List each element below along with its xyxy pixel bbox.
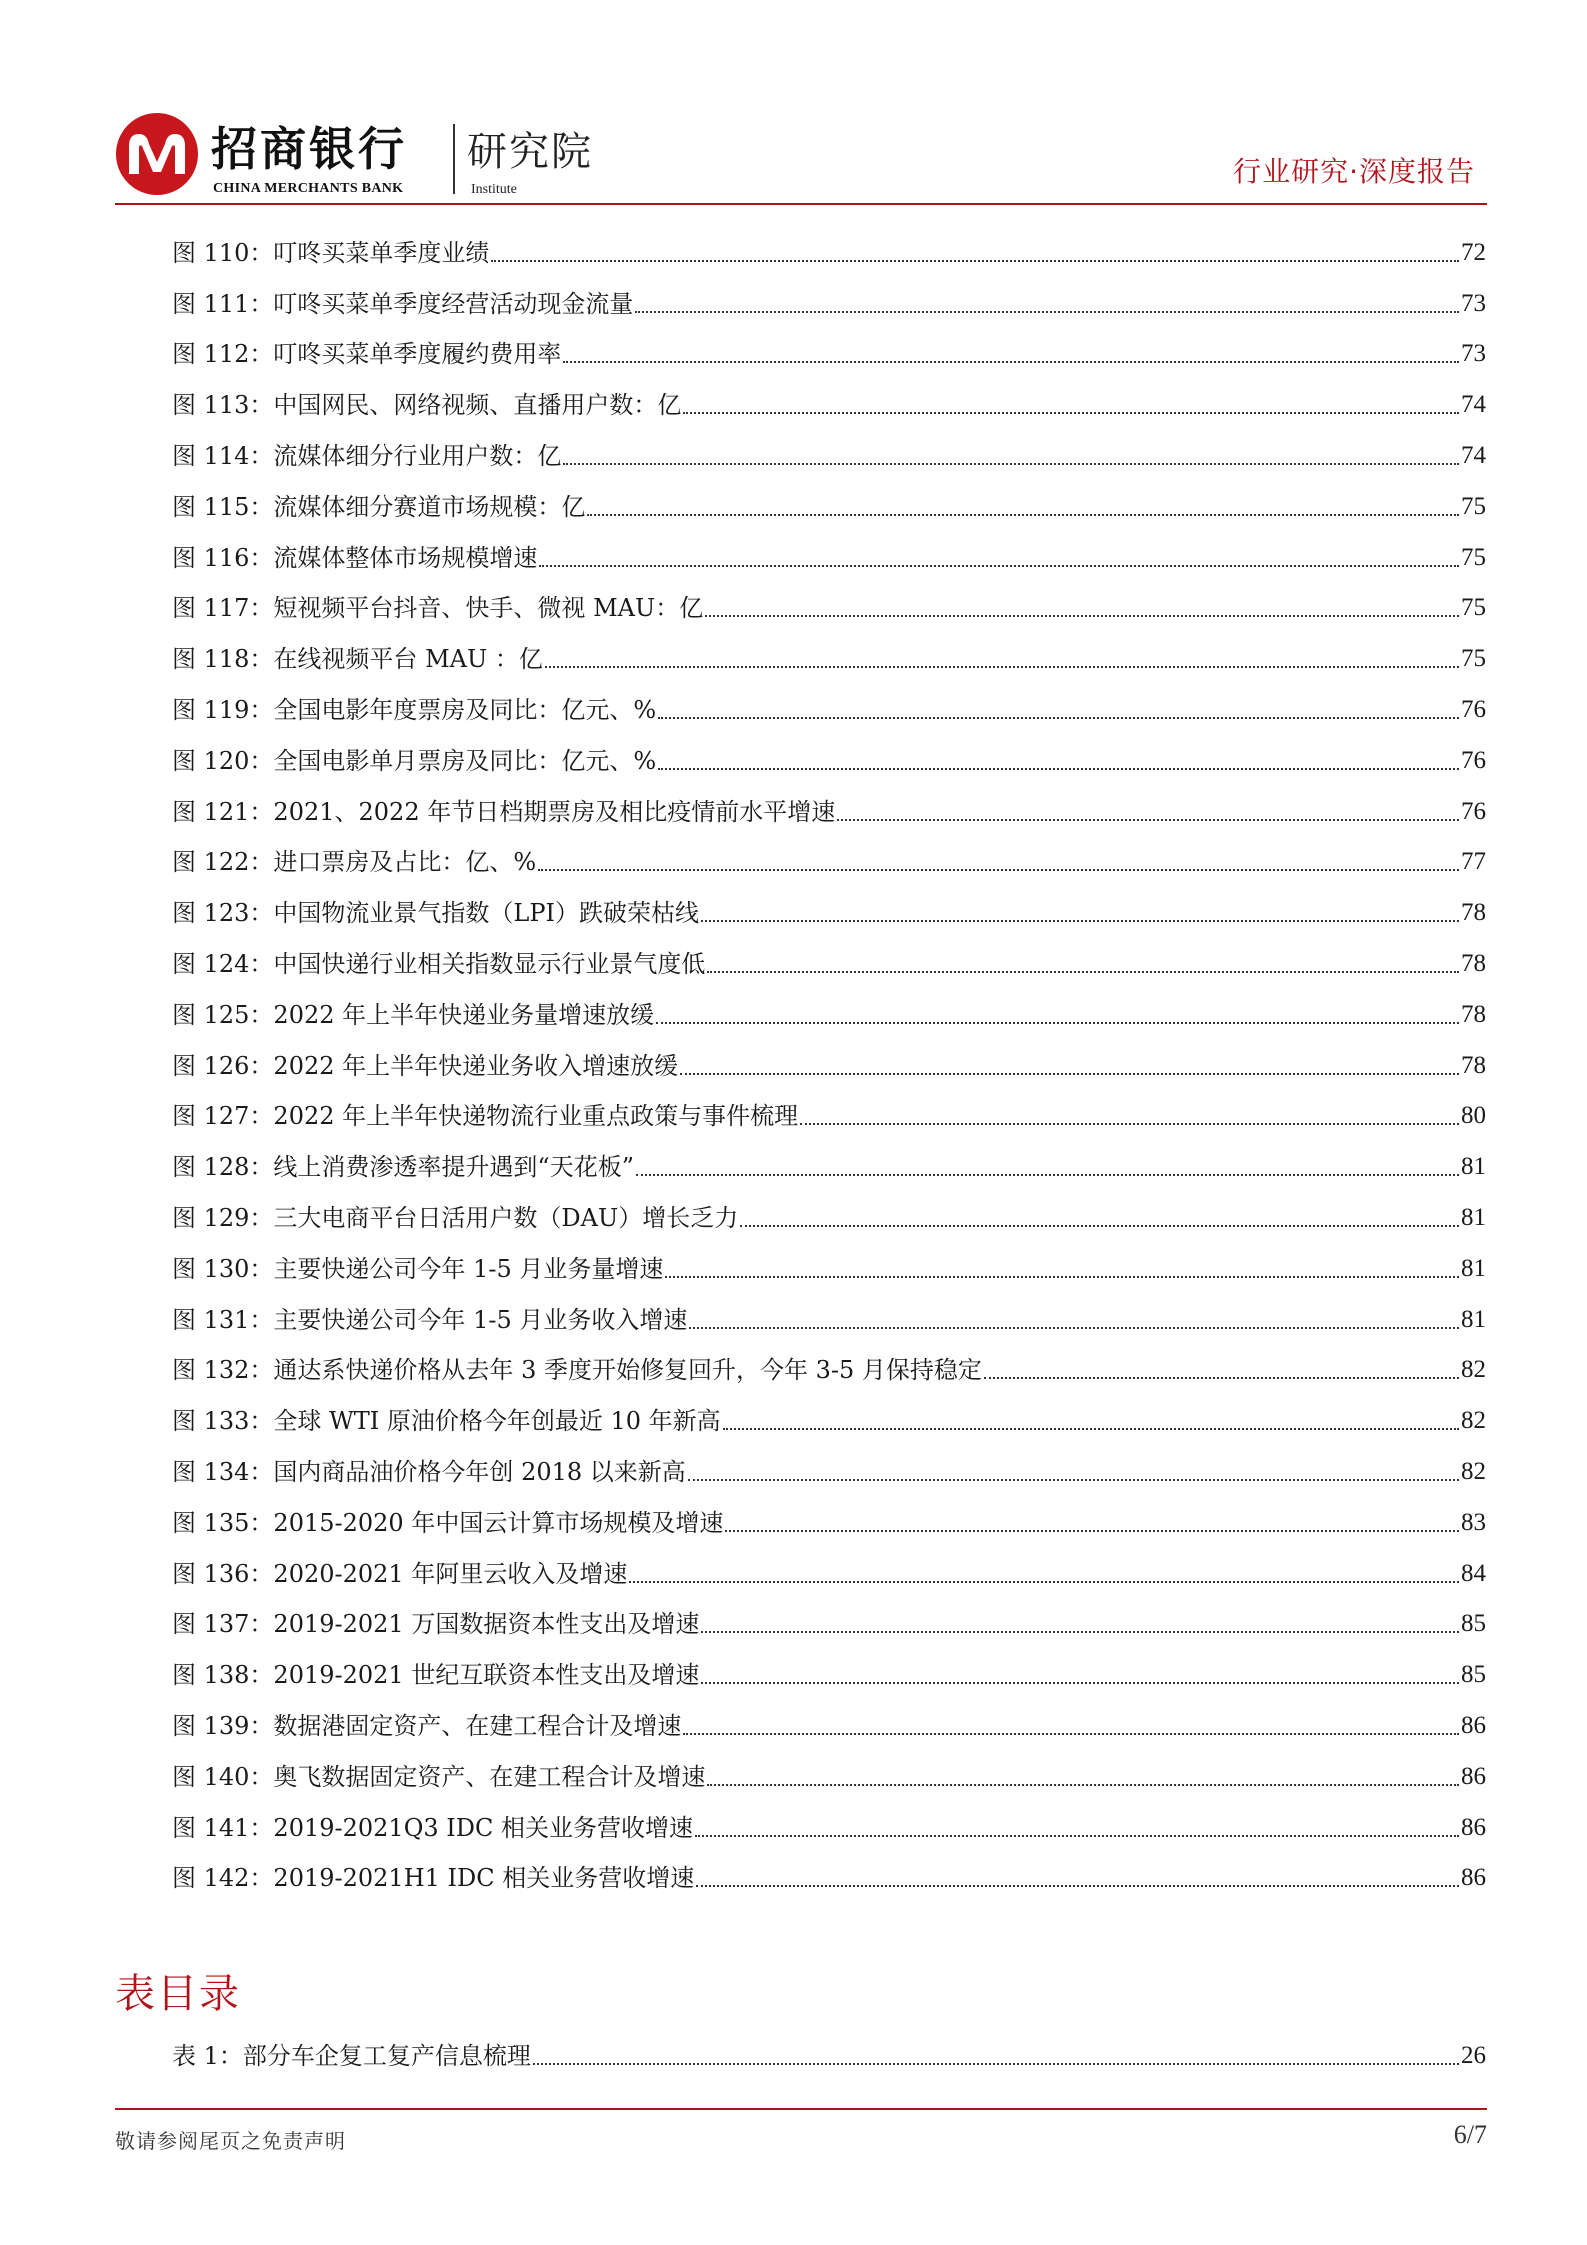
toc-entry-page: 85 xyxy=(1461,1661,1486,1689)
toc-entry-label: 图 125：2022 年上半年快递业务量增速放缓 xyxy=(172,1000,655,1029)
toc-entry[interactable] xyxy=(172,2028,1486,2079)
toc-leader-dots xyxy=(837,817,1459,821)
toc-entry-page: 86 xyxy=(1461,1813,1486,1841)
toc-leader-dots xyxy=(665,1274,1459,1278)
toc-entry-label: 图 122：进口票房及占比：亿、% xyxy=(172,848,537,877)
toc-entry-label: 图 128：线上消费渗透率提升遇到“天花板” xyxy=(172,1153,634,1182)
toc-entry-page: 83 xyxy=(1461,1508,1486,1536)
toc-entry-label: 图 123：中国物流业景气指数（LPI）跌破荣枯线 xyxy=(172,899,700,928)
toc-leader-dots xyxy=(800,1121,1459,1125)
toc-entry[interactable] xyxy=(172,1139,1486,1190)
toc-entry[interactable] xyxy=(172,733,1486,784)
toc-entry-page: 75 xyxy=(1461,645,1486,673)
toc-entry-label: 图 140：奥飞数据固定资产、在建工程合计及增速 xyxy=(172,1762,706,1791)
toc-entry-page: 76 xyxy=(1461,695,1486,723)
toc-entry-page: 75 xyxy=(1461,492,1486,520)
institute-name-cn: 研究院 xyxy=(467,129,593,175)
toc-entry-label: 图 119：全国电影年度票房及同比：亿元、% xyxy=(172,695,657,724)
toc-entry-page: 84 xyxy=(1461,1559,1486,1587)
toc-leader-dots xyxy=(695,1833,1459,1837)
toc-leader-dots xyxy=(491,258,1459,262)
toc-leader-dots xyxy=(725,1528,1459,1532)
toc-leader-dots xyxy=(658,766,1459,770)
toc-entry-label: 图 136：2020-2021 年阿里云收入及增速 xyxy=(172,1559,628,1588)
toc-entry[interactable] xyxy=(172,1851,1486,1902)
toc-entry-page: 81 xyxy=(1461,1254,1486,1282)
toc-entry-page: 82 xyxy=(1461,1407,1486,1435)
toc-entry[interactable] xyxy=(172,428,1486,479)
toc-entry-label: 图 112：叮咚买菜单季度履约费用率 xyxy=(172,340,562,369)
toc-entry-label: 图 110：叮咚买菜单季度业绩 xyxy=(172,238,490,267)
toc-entry-label: 图 131：主要快递公司今年 1-5 月业务收入增速 xyxy=(172,1305,688,1334)
toc-leader-dots xyxy=(696,1883,1459,1887)
toc-entry-page: 76 xyxy=(1461,797,1486,825)
institute-name-en: Institute xyxy=(471,182,517,197)
toc-entry[interactable] xyxy=(172,276,1486,327)
toc-entry[interactable] xyxy=(172,1190,1486,1241)
toc-entry-label: 图 134：国内商品油价格今年创 2018 以来新高 xyxy=(172,1457,686,1486)
toc-entry[interactable] xyxy=(172,1241,1486,1292)
toc-entry-page: 72 xyxy=(1461,238,1486,266)
toc-entry[interactable] xyxy=(172,1749,1486,1800)
toc-leader-dots xyxy=(740,1223,1459,1227)
toc-leader-dots xyxy=(701,1680,1459,1684)
toc-entry-page: 78 xyxy=(1461,899,1486,927)
toc-entry-page: 81 xyxy=(1461,1203,1486,1231)
toc-entry-label: 图 117：短视频平台抖音、快手、微视 MAU：亿 xyxy=(172,594,704,623)
toc-entry-label: 图 115：流媒体细分赛道市场规模：亿 xyxy=(172,492,586,521)
toc-entry[interactable] xyxy=(172,1343,1486,1394)
toc-entry-page: 77 xyxy=(1461,848,1486,876)
toc-entry-label: 图 113：中国网民、网络视频、直播用户数：亿 xyxy=(172,391,682,420)
bank-name-en: CHINA MERCHANTS BANK xyxy=(213,181,404,196)
toc-entry-label: 图 126：2022 年上半年快递业务收入增速放缓 xyxy=(172,1051,679,1080)
toc-leader-dots xyxy=(723,1426,1459,1430)
toc-leader-dots xyxy=(689,1325,1459,1329)
toc-entry-label: 图 129：三大电商平台日活用户数（DAU）增长乏力 xyxy=(172,1203,739,1232)
toc-entry-label: 图 130：主要快递公司今年 1-5 月业务量增速 xyxy=(172,1254,664,1283)
toc-entry[interactable] xyxy=(172,936,1486,987)
tables-section-title: 表目录 xyxy=(115,1971,241,2017)
toc-leader-dots xyxy=(563,461,1459,465)
toc-leader-dots xyxy=(539,563,1459,567)
footer-rule xyxy=(115,2108,1487,2110)
toc-entry-page: 74 xyxy=(1461,441,1486,469)
toc-entry-page: 75 xyxy=(1461,543,1486,571)
page-header xyxy=(115,112,1475,204)
toc-entry-page: 81 xyxy=(1461,1305,1486,1333)
toc-entry-page: 86 xyxy=(1461,1762,1486,1790)
toc-entry-label: 图 139：数据港固定资产、在建工程合计及增速 xyxy=(172,1711,682,1740)
footer-disclaimer: 敬请参阅尾页之免责声明 xyxy=(115,2129,346,2153)
toc-entry-label: 图 111：叮咚买菜单季度经营活动现金流量 xyxy=(172,289,634,318)
figure-toc xyxy=(172,225,1486,1901)
toc-leader-dots xyxy=(636,1172,1459,1176)
toc-entry-label: 图 116：流媒体整体市场规模增速 xyxy=(172,543,538,572)
toc-entry[interactable] xyxy=(172,1546,1486,1597)
toc-entry[interactable] xyxy=(172,225,1486,276)
page-number: 6/7 xyxy=(1453,2120,1487,2149)
toc-entry-page: 73 xyxy=(1461,289,1486,317)
toc-entry-label: 表 1：部分车企复工复产信息梳理 xyxy=(172,2041,531,2070)
toc-entry-label: 图 124：中国快递行业相关指数显示行业景气度低 xyxy=(172,949,706,978)
toc-entry-label: 图 120：全国电影单月票房及同比：亿元、% xyxy=(172,746,657,775)
toc-entry-page: 76 xyxy=(1461,746,1486,774)
toc-leader-dots xyxy=(701,918,1459,922)
toc-entry[interactable] xyxy=(172,1495,1486,1546)
toc-entry[interactable] xyxy=(172,1444,1486,1495)
toc-leader-dots xyxy=(545,664,1459,668)
toc-entry[interactable] xyxy=(172,885,1486,936)
toc-entry-label: 图 142：2019-2021H1 IDC 相关业务营收增速 xyxy=(172,1864,695,1893)
toc-entry[interactable] xyxy=(172,1698,1486,1749)
toc-entry-page: 75 xyxy=(1461,594,1486,622)
toc-leader-dots xyxy=(538,867,1459,871)
toc-entry[interactable] xyxy=(172,631,1486,682)
toc-entry-page: 81 xyxy=(1461,1153,1486,1181)
toc-entry-page: 78 xyxy=(1461,1051,1486,1079)
toc-entry[interactable] xyxy=(172,1647,1486,1698)
toc-leader-dots xyxy=(705,613,1459,617)
toc-entry-label: 图 133：全球 WTI 原油价格今年创最近 10 年新高 xyxy=(172,1407,721,1436)
report-type: 行业研究·深度报告 xyxy=(1233,155,1475,188)
toc-leader-dots xyxy=(658,715,1459,719)
toc-entry-page: 86 xyxy=(1461,1864,1486,1892)
toc-entry-page: 78 xyxy=(1461,1000,1486,1028)
toc-entry[interactable] xyxy=(172,1038,1486,1089)
toc-entry-label: 图 135：2015-2020 年中国云计算市场规模及增速 xyxy=(172,1508,724,1537)
toc-entry-label: 图 132：通达系快递价格从去年 3 季度开始修复回升，今年 3-5 月保持稳定 xyxy=(172,1356,982,1385)
toc-leader-dots xyxy=(683,1731,1459,1735)
toc-leader-dots xyxy=(984,1375,1459,1379)
toc-leader-dots xyxy=(707,969,1459,973)
header-divider xyxy=(453,124,455,194)
toc-entry[interactable] xyxy=(172,1292,1486,1343)
toc-leader-dots xyxy=(680,1071,1459,1075)
toc-leader-dots xyxy=(635,309,1459,313)
toc-entry-label: 图 114：流媒体细分行业用户数：亿 xyxy=(172,441,562,470)
toc-leader-dots xyxy=(707,1782,1459,1786)
toc-entry[interactable] xyxy=(172,581,1486,632)
toc-leader-dots xyxy=(688,1477,1459,1481)
toc-entry[interactable] xyxy=(172,479,1486,530)
toc-entry-label: 图 137：2019-2021 万国数据资本性支出及增速 xyxy=(172,1610,700,1639)
toc-leader-dots xyxy=(563,359,1459,363)
toc-leader-dots xyxy=(683,410,1459,414)
toc-entry-label: 图 138：2019-2021 世纪互联资本性支出及增速 xyxy=(172,1661,700,1690)
toc-entry-label: 图 141：2019-2021Q3 IDC 相关业务营收增速 xyxy=(172,1813,693,1842)
toc-entry[interactable] xyxy=(172,530,1486,581)
toc-entry[interactable] xyxy=(172,1800,1486,1851)
toc-entry-page: 73 xyxy=(1461,340,1486,368)
toc-entry-page: 78 xyxy=(1461,949,1486,977)
toc-entry[interactable] xyxy=(172,1597,1486,1648)
toc-entry[interactable] xyxy=(172,987,1486,1038)
toc-entry-page: 85 xyxy=(1461,1610,1486,1638)
toc-entry[interactable] xyxy=(172,682,1486,733)
toc-entry-page: 82 xyxy=(1461,1457,1486,1485)
toc-entry[interactable] xyxy=(172,327,1486,378)
table-toc xyxy=(172,2028,1486,2079)
toc-entry[interactable] xyxy=(172,835,1486,886)
toc-entry-page: 26 xyxy=(1461,2041,1486,2069)
toc-entry-page: 86 xyxy=(1461,1711,1486,1739)
toc-entry[interactable] xyxy=(172,1393,1486,1444)
bank-name-cn: 招商银行 xyxy=(211,122,407,176)
toc-leader-dots xyxy=(533,2061,1459,2065)
toc-entry[interactable] xyxy=(172,377,1486,428)
header-rule xyxy=(115,203,1487,205)
toc-leader-dots xyxy=(629,1579,1459,1583)
toc-entry-label: 图 121：2021、2022 年节日档期票房及相比疫情前水平增速 xyxy=(172,797,836,826)
toc-entry-page: 80 xyxy=(1461,1102,1486,1130)
toc-entry-label: 图 127：2022 年上半年快递物流行业重点政策与事件梳理 xyxy=(172,1102,799,1131)
toc-entry-page: 74 xyxy=(1461,391,1486,419)
toc-leader-dots xyxy=(587,512,1459,516)
cmb-logo-icon xyxy=(115,112,199,196)
toc-entry[interactable] xyxy=(172,1089,1486,1140)
toc-leader-dots xyxy=(656,1020,1459,1024)
toc-leader-dots xyxy=(701,1629,1459,1633)
toc-entry-label: 图 118：在线视频平台 MAU ：亿 xyxy=(172,645,543,674)
toc-entry[interactable] xyxy=(172,784,1486,835)
toc-entry-page: 82 xyxy=(1461,1356,1486,1384)
